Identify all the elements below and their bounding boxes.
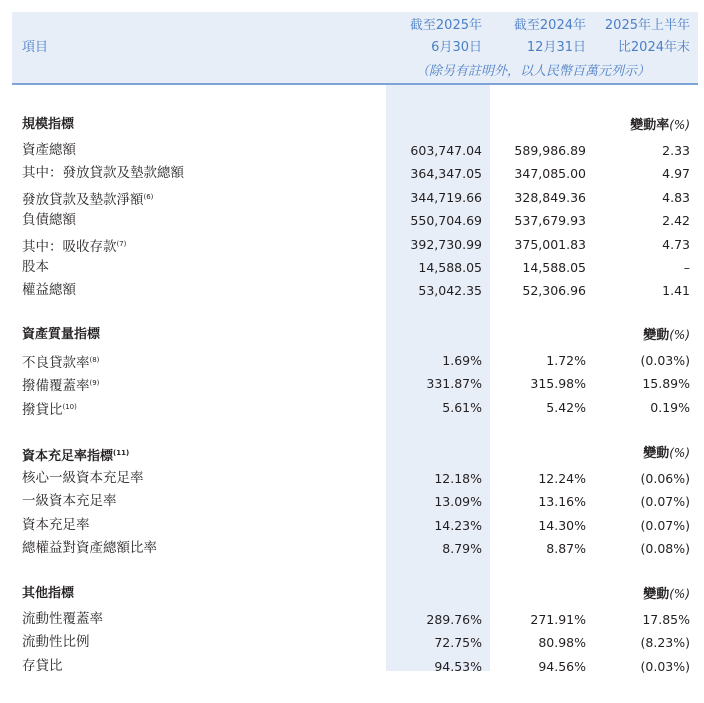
row-label: 不良貸款率$^{(8)}$ — [22, 355, 100, 371]
value-2025-06-30: 1.69% — [442, 353, 482, 368]
change-label: 變動 — [643, 446, 670, 461]
change-value: (0.03%) — [640, 658, 690, 674]
unit-percent: (%) — [669, 587, 690, 601]
value-2024-12-31: 375,001.83 — [514, 236, 586, 252]
section-change-unit — [600, 325, 690, 346]
change-value: (8.23%) — [640, 635, 690, 651]
row-label: 資本充足率 — [22, 516, 90, 533]
header-rule — [12, 83, 698, 85]
row-label: 流動性比例 — [22, 634, 90, 651]
change-value: (0.03%) — [640, 353, 690, 368]
value-2025-06-30: 13.09% — [434, 494, 482, 510]
value-2024-12-31: 13.16% — [538, 494, 586, 510]
footnote-ref: (6) — [143, 192, 154, 201]
row-label: 總權益對資產總額比率 — [22, 540, 157, 557]
value-2024-12-31: 589,986.89 — [514, 143, 586, 158]
value-2024-12-31: 12.24% — [538, 471, 586, 486]
value-2024-12-31: 271.91% — [530, 612, 586, 627]
value-2024-12-31: 80.98% — [538, 635, 586, 651]
header-col2-line1: 截至2024年 — [513, 18, 586, 33]
table-row — [0, 233, 704, 256]
table-row — [0, 209, 704, 232]
change-value: 17.85% — [642, 612, 690, 627]
section-change-unit — [600, 584, 690, 605]
change-value: 4.97 — [662, 166, 690, 182]
table-row — [0, 608, 704, 631]
change-value: 2.42 — [662, 213, 690, 229]
change-value: 0.19% — [650, 399, 690, 415]
row-label: 撥備覆蓋率$^{(9)}$ — [22, 378, 100, 395]
unit-percent: (%) — [669, 118, 690, 132]
change-label: 變動 — [643, 587, 670, 602]
change-value: 15.89% — [642, 376, 690, 392]
section-change-unit — [600, 443, 690, 464]
row-label: 存貸比 — [22, 657, 63, 674]
value-2024-12-31: 8.87% — [546, 541, 586, 557]
table-row — [0, 162, 704, 185]
footnote-ref: (8) — [89, 356, 100, 364]
value-2024-12-31: 14,588.05 — [522, 260, 586, 275]
change-value: 2.33 — [662, 143, 690, 158]
value-2025-06-30: 14,588.05 — [418, 260, 482, 275]
value-2024-12-31: 315.98% — [530, 376, 586, 392]
row-label: 其中：發放貸款及墊款總額 — [22, 165, 184, 182]
value-2025-06-30: 289.76% — [426, 612, 482, 627]
footnote-ref: (9) — [89, 379, 100, 388]
header-col1-line2: 6月30日 — [431, 40, 482, 55]
header-col1-line1: 截至2025年 — [409, 18, 482, 33]
value-2025-06-30: 53,042.35 — [418, 283, 482, 299]
unit-percent: (%) — [669, 446, 690, 460]
value-2025-06-30: 12.18% — [434, 471, 482, 486]
footnote-ref: (7) — [116, 239, 127, 248]
value-2024-12-31: 5.42% — [546, 399, 586, 415]
row-label: 資產總額 — [22, 142, 76, 158]
table-row — [0, 655, 704, 678]
table-row — [0, 467, 704, 490]
change-value: 4.73 — [662, 236, 690, 252]
change-value: (0.08%) — [640, 541, 690, 557]
table-row — [0, 256, 704, 279]
value-2025-06-30: 344,719.66 — [410, 189, 482, 205]
section-change-unit — [600, 115, 690, 136]
row-label: 核心一級資本充足率 — [22, 470, 144, 486]
change-value: (0.06%) — [640, 471, 690, 486]
section-title: 其他指標 — [22, 586, 75, 601]
value-2024-12-31: 537,679.93 — [514, 213, 586, 229]
change-label: 變動 — [643, 328, 670, 343]
footnote-ref: (11) — [113, 449, 130, 457]
footnote-ref: (10) — [62, 402, 77, 411]
value-2024-12-31: 52,306.96 — [522, 283, 586, 299]
value-2024-12-31: 94.56% — [538, 658, 586, 674]
value-2025-06-30: 94.53% — [434, 658, 482, 674]
change-label: 變動率 — [630, 118, 670, 133]
change-value: (0.07%) — [640, 494, 690, 510]
value-2024-12-31: 347,085.00 — [514, 166, 586, 182]
row-label: 一級資本充足率 — [22, 493, 117, 510]
table-row — [0, 396, 704, 419]
change-value: (0.07%) — [640, 517, 690, 533]
table-row — [0, 349, 704, 372]
value-2025-06-30: 72.75% — [434, 635, 482, 651]
row-label: 負債總額 — [22, 212, 76, 229]
section-title: 規模指標 — [22, 117, 75, 132]
table-row — [0, 372, 704, 395]
row-label: 權益總額 — [22, 282, 76, 299]
row-label: 其中：吸收存款$^{(7)}$ — [22, 238, 127, 255]
header-col3-line2: 比2024年末 — [617, 40, 690, 55]
row-label: 撥貸比$^{(10)}$ — [22, 401, 77, 418]
table-row — [0, 490, 704, 513]
change-value: 1.41 — [662, 283, 690, 299]
table-row — [0, 631, 704, 654]
value-2025-06-30: 603,747.04 — [410, 143, 482, 158]
value-2025-06-30: 550,704.69 — [410, 213, 482, 229]
value-2025-06-30: 8.79% — [442, 541, 482, 557]
value-2024-12-31: 1.72% — [546, 353, 586, 368]
section-title: 資產質量指標 — [22, 327, 101, 342]
value-2025-06-30: 364,347.05 — [410, 166, 482, 182]
value-2025-06-30: 5.61% — [442, 399, 482, 415]
value-2024-12-31: 328,849.36 — [514, 189, 586, 205]
change-value: 4.83 — [662, 189, 690, 205]
section-title: 資本充足率指標$^{(11)}$ — [22, 449, 130, 464]
row-label: 發放貸款及墊款淨額$^{(6)}$ — [22, 191, 154, 208]
header-col3-line1: 2025年上半年 — [604, 18, 690, 33]
header-item-label: 項目 — [22, 40, 49, 55]
row-label: 流動性覆蓋率 — [22, 611, 103, 627]
table-row — [0, 537, 704, 560]
table-row — [0, 139, 704, 162]
currency-note: （除另有註明外，以人民幣百萬元列示） — [416, 64, 651, 79]
value-2025-06-30: 392,730.99 — [410, 236, 482, 252]
change-value: – — [683, 260, 690, 275]
value-2025-06-30: 14.23% — [434, 517, 482, 533]
table-row — [0, 186, 704, 209]
row-label: 股本 — [22, 259, 49, 275]
value-2024-12-31: 14.30% — [538, 517, 586, 533]
unit-percent: (%) — [669, 328, 690, 342]
table-row — [0, 279, 704, 302]
table-row — [0, 514, 704, 537]
value-2025-06-30: 331.87% — [426, 376, 482, 392]
header-col2-line2: 12月31日 — [526, 40, 586, 55]
